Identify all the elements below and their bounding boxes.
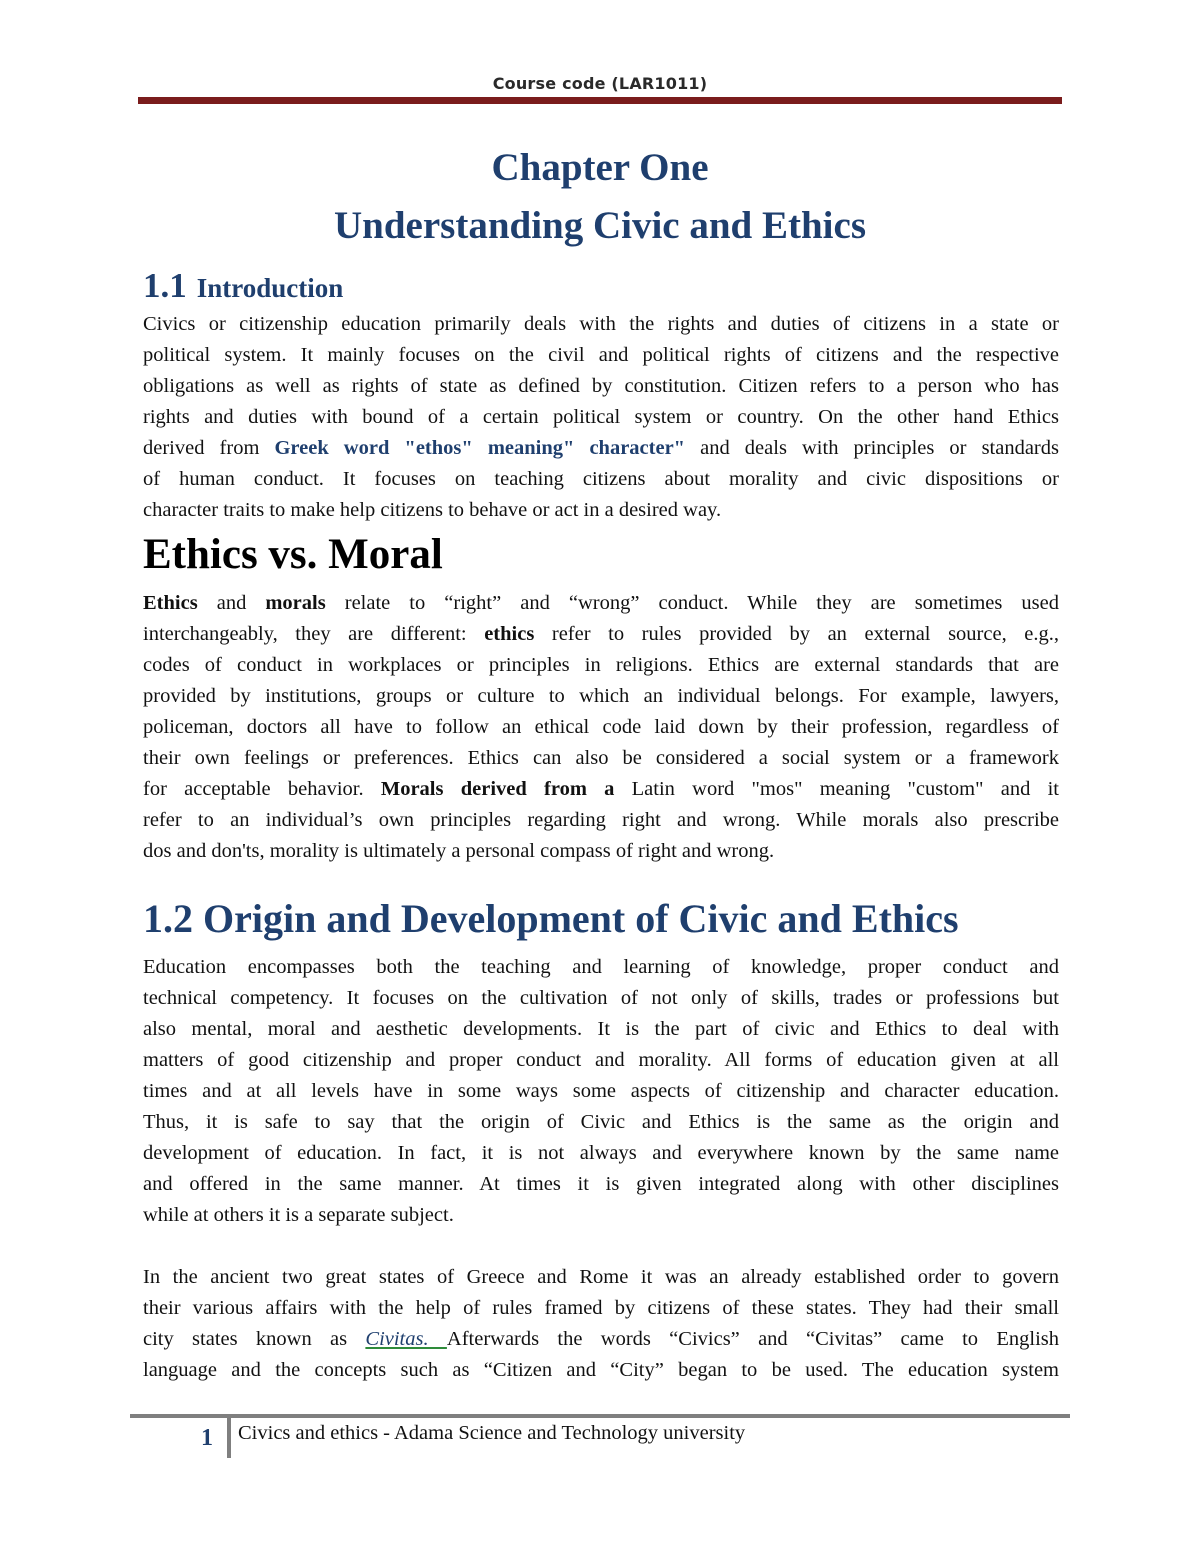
paragraph-line: their various affairs with the help of rules framed by citizens of these states. They had their small xyxy=(143,1297,1059,1319)
chapter-title: Chapter One xyxy=(491,146,709,189)
paragraph-line: language and the concepts such as “Citizen and “City” began to be used. The education system xyxy=(143,1359,1059,1381)
paragraph-line: while at others it is a separate subject. xyxy=(143,1204,454,1226)
paragraph-line: and offered in the same manner. At times it is given integrated along with other disciplines xyxy=(143,1173,1059,1195)
footer-vertical-divider xyxy=(227,1418,231,1458)
intro-paragraph xyxy=(143,309,1059,526)
paragraph-line: character traits to make help citizens to behave or act in a desired way. xyxy=(143,499,722,521)
paragraph-line: development of education. In fact, it is not always and everywhere known by the same name xyxy=(143,1142,1059,1164)
section-title: Introduction xyxy=(196,273,344,303)
text-run: Afterwards the words “Civics” and “Civitas” came to English xyxy=(446,1328,1059,1350)
paragraph-line: In the ancient two great states of Greece and Rome it was an already established order to govern xyxy=(143,1266,1059,1288)
paragraph-line: provided by institutions, groups or culture to which an individual belongs. For example, lawyers, xyxy=(143,685,1059,707)
text-run: interchangeably, they are different: xyxy=(143,623,485,645)
paragraph-line: also mental, moral and aesthetic developments. It is the part of civic and Ethics to deal with xyxy=(143,1018,1059,1040)
paragraph-line: political system. It mainly focuses on the civil and political rights of citizens and the respective xyxy=(143,344,1059,366)
text-run: city states known as xyxy=(143,1328,366,1350)
text-run: and xyxy=(197,592,266,614)
bold-term: morals xyxy=(265,592,326,614)
paragraph-line xyxy=(143,1324,1059,1355)
paragraph-line xyxy=(143,433,1059,464)
paragraph-line: dos and don'ts, morality is ultimately a personal compass of right and wrong. xyxy=(143,840,775,862)
ethics-vs-moral-heading: Ethics vs. Moral xyxy=(143,531,443,578)
section-number: 1.1 xyxy=(143,266,187,305)
paragraph-line xyxy=(143,774,1059,805)
paragraph-line: Civics or citizenship education primarily deals with the rights and duties of citizens in a state or xyxy=(143,313,1059,335)
section-1-1-heading xyxy=(143,266,343,306)
paragraph-line: policeman, doctors all have to follow an ethical code laid down by their profession, regardless of xyxy=(143,716,1059,738)
bold-term: ethics xyxy=(484,623,535,645)
course-code-header: Course code (LAR1011) xyxy=(492,74,708,93)
paragraph-line xyxy=(143,619,1059,650)
text-run: refer to rules provided by an external source, e.g., xyxy=(534,623,1059,645)
origin-paragraph xyxy=(143,952,1059,1231)
text-run: and deals with principles or standards xyxy=(685,437,1059,459)
paragraph-line: matters of good citizenship and proper conduct and morality. All forms of education given at all xyxy=(143,1049,1059,1071)
text-run: Latin word "mos" meaning "custom" and it xyxy=(614,778,1059,800)
paragraph-line xyxy=(143,588,1059,619)
text-run: for acceptable behavior. xyxy=(143,778,381,800)
greek-word-phrase: Greek word "ethos" meaning" character" xyxy=(274,437,686,459)
paragraph-line: codes of conduct in workplaces or principles in religions. Ethics are external standards that are xyxy=(143,654,1059,676)
paragraph-line: obligations as well as rights of state as defined by constitution. Citizen refers to a person who has xyxy=(143,375,1059,397)
text-run: relate to “right” and “wrong” conduct. While they are sometimes used xyxy=(325,592,1059,614)
header-divider xyxy=(138,97,1062,104)
paragraph-line: rights and duties with bound of a certain political system or country. On the other hand Ethics xyxy=(143,406,1059,428)
ancient-paragraph xyxy=(143,1262,1059,1386)
footer-text: Civics and ethics - Adama Science and Technology university xyxy=(238,1422,746,1444)
chapter-subtitle: Understanding Civic and Ethics xyxy=(333,204,867,247)
paragraph-line: times and at all levels have in some ways some aspects of citizenship and character education. xyxy=(143,1080,1059,1102)
bold-term: Morals derived from a xyxy=(380,778,615,800)
paragraph-line: of human conduct. It focuses on teaching citizens about morality and civic dispositions or xyxy=(143,468,1059,490)
paragraph-line: technical competency. It focuses on the cultivation of not only of skills, trades or professions but xyxy=(143,987,1059,1009)
civitas-term: Civitas. xyxy=(365,1328,447,1350)
paragraph-line: refer to an individual’s own principles regarding right and wrong. While morals also prescribe xyxy=(143,809,1059,831)
bold-term: Ethics xyxy=(143,592,198,614)
page-number: 1 xyxy=(201,1425,213,1451)
paragraph-line: Education encompasses both the teaching and learning of knowledge, proper conduct and xyxy=(143,956,1059,978)
paragraph-line: Thus, it is safe to say that the origin of Civic and Ethics is the same as the origin and xyxy=(143,1111,1059,1133)
text-run: derived from xyxy=(143,437,275,459)
footer-divider xyxy=(130,1414,1070,1418)
ethics-paragraph xyxy=(143,588,1059,867)
section-1-2-heading: 1.2 Origin and Development of Civic and Ethics xyxy=(143,896,959,941)
paragraph-line: their own feelings or preferences. Ethics can also be considered a social system or a framework xyxy=(143,747,1059,769)
